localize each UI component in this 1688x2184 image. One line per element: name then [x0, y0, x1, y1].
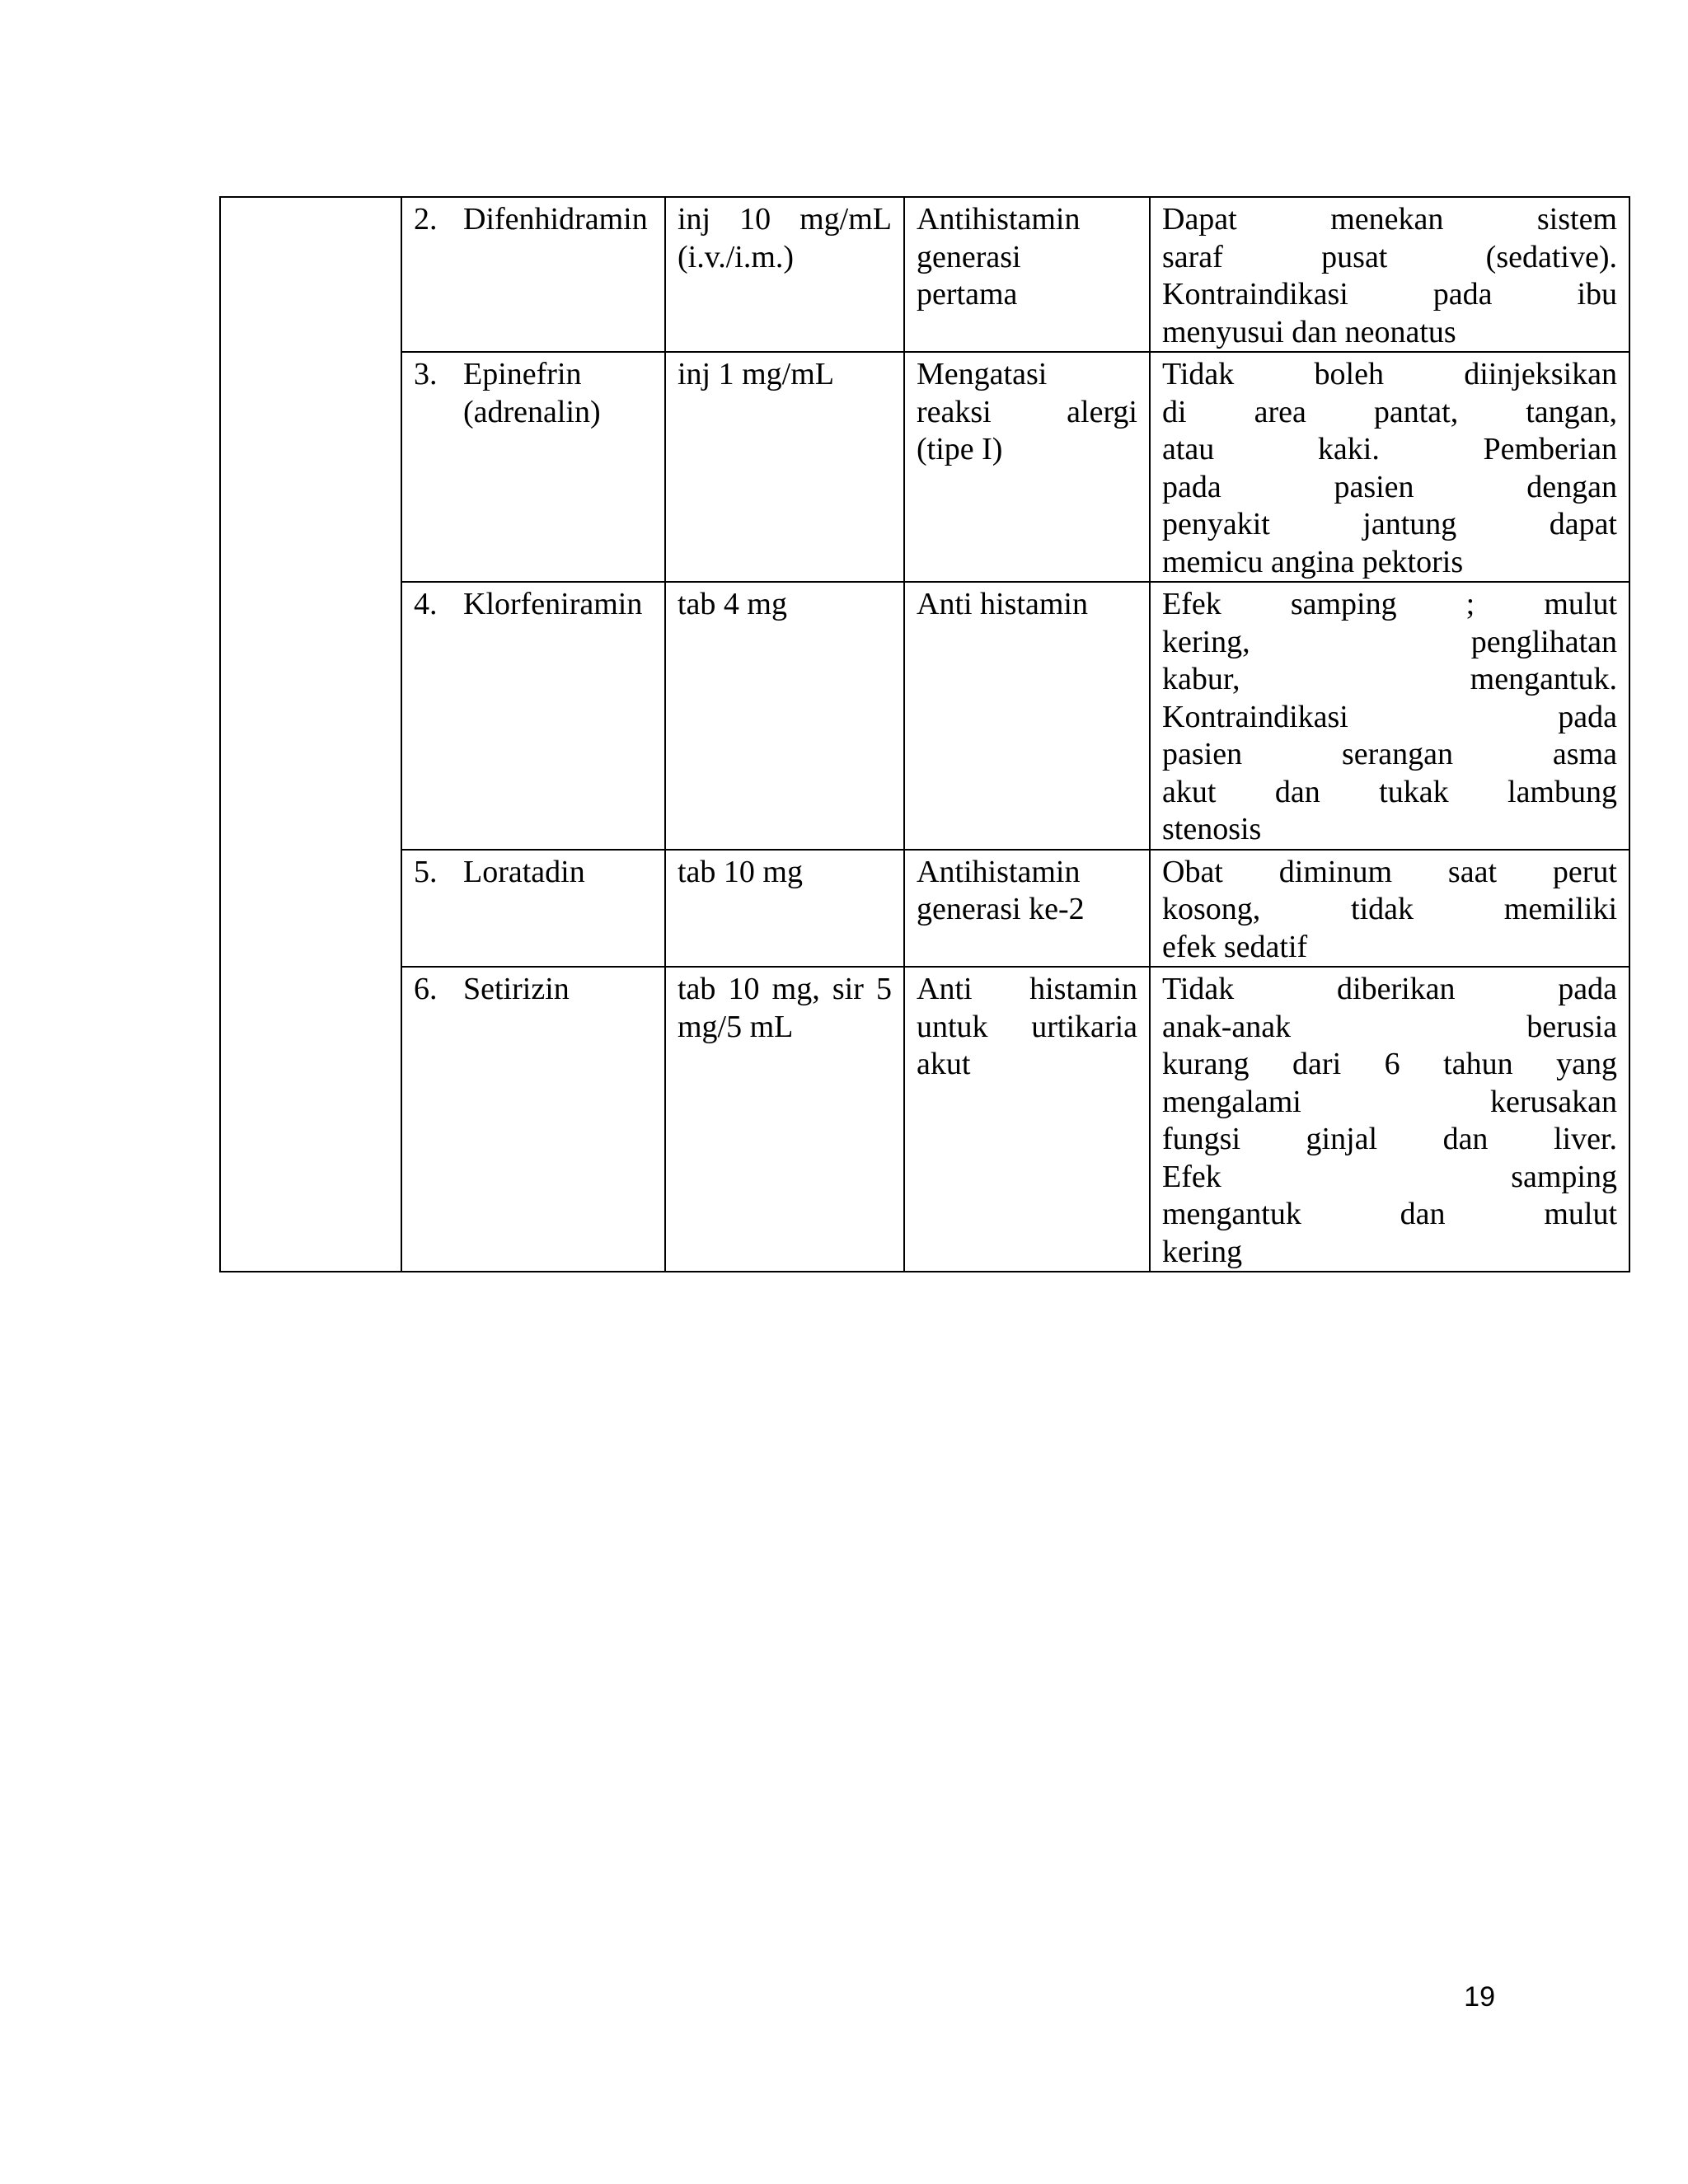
table-row [220, 197, 1629, 352]
row-number: 4. [414, 587, 438, 621]
drug-table-body [220, 197, 1629, 1272]
cell-line: pertama [917, 277, 1018, 312]
cell-line: Obat diminum saat perut [1162, 854, 1617, 889]
drug-class-cell [904, 197, 1150, 352]
dosage-cell [665, 967, 904, 1272]
cell-line: kurang dari 6 tahun yang [1162, 1047, 1617, 1081]
drug-name [463, 201, 648, 239]
cell-line: pasien serangan asma [1162, 737, 1617, 771]
cell-line: Dapat menekan sistem [1162, 202, 1617, 237]
cell-line: pada pasien dengan [1162, 469, 1617, 504]
drug-name-wrap [414, 971, 653, 1009]
dosage-cell [665, 352, 904, 582]
row-number: 3. [414, 357, 438, 391]
cell-line: Efek samping [1162, 1159, 1617, 1194]
cell-line: tab 10 mg [678, 854, 803, 889]
empty-category-cell [220, 197, 401, 1272]
cell-line: penyakit jantung dapat [1162, 507, 1617, 541]
cell-line: mengantuk dan mulut [1162, 1197, 1617, 1231]
cell-line: untuk urtikaria [917, 1009, 1137, 1044]
cell-line: efek sedatif [1162, 929, 1308, 964]
drug-class-cell [904, 352, 1150, 582]
cell-line: Epinefrin [463, 357, 582, 391]
drug-name-wrap [414, 586, 653, 624]
cell-line: Anti histamin [917, 587, 1088, 621]
drug-name [463, 586, 642, 624]
dosage-cell [665, 850, 904, 968]
table-row [220, 967, 1629, 1272]
drug-name-wrap [414, 356, 653, 431]
cell-line: Efek samping ; mulut [1162, 587, 1617, 621]
cell-line: inj 10 mg/mL [678, 202, 892, 237]
cell-line: anak-anak berusia [1162, 1009, 1617, 1044]
notes-cell [1150, 197, 1629, 352]
cell-line: (adrenalin) [463, 394, 601, 429]
cell-line: kosong, tidak memiliki [1162, 892, 1617, 926]
page-number: 19 [1464, 1981, 1495, 2013]
drug-name-cell [401, 352, 665, 582]
cell-line: mengalami kerusakan [1162, 1084, 1617, 1119]
drug-name-wrap [414, 201, 653, 239]
drug-class-cell [904, 967, 1150, 1272]
cell-line: Loratadin [463, 854, 585, 889]
drug-name-cell [401, 967, 665, 1272]
drug-table [219, 196, 1630, 1272]
drug-class-cell [904, 582, 1150, 850]
cell-line: (i.v./i.m.) [678, 239, 795, 274]
drug-name [463, 854, 585, 892]
cell-line: memicu angina pektoris [1162, 544, 1464, 579]
drug-name-cell [401, 582, 665, 850]
cell-line: (tipe I) [917, 432, 1003, 466]
cell-line: Mengatasi [917, 357, 1048, 391]
cell-line: kabur, mengantuk. [1162, 662, 1617, 696]
dosage-cell [665, 197, 904, 352]
cell-line: kering [1162, 1234, 1243, 1269]
row-number: 5. [414, 854, 438, 889]
cell-line: Kontraindikasi pada [1162, 699, 1617, 734]
cell-line: Antihistamin [917, 202, 1081, 237]
cell-line: Antihistamin [917, 854, 1081, 889]
cell-line: stenosis [1162, 812, 1262, 846]
cell-line: akut dan tukak lambung [1162, 774, 1617, 809]
notes-cell [1150, 582, 1629, 850]
cell-line: atau kaki. Pemberian [1162, 432, 1617, 466]
cell-line: inj 1 mg/mL [678, 357, 834, 391]
notes-cell [1150, 352, 1629, 582]
row-number: 6. [414, 972, 438, 1006]
notes-cell [1150, 850, 1629, 968]
cell-line: Setirizin [463, 972, 570, 1006]
cell-line: Kontraindikasi pada ibu [1162, 277, 1617, 312]
table-row [220, 352, 1629, 582]
cell-line: akut [917, 1047, 971, 1081]
cell-line: tab 10 mg, sir 5 [678, 972, 892, 1006]
cell-line: Tidak diberikan pada [1162, 972, 1617, 1006]
notes-cell [1150, 967, 1629, 1272]
drug-name-cell [401, 197, 665, 352]
dosage-cell [665, 582, 904, 850]
cell-line: Klorfeniramin [463, 587, 643, 621]
table-row [220, 850, 1629, 968]
cell-line: generasi ke-2 [917, 892, 1085, 926]
cell-line: mg/5 mL [678, 1009, 794, 1044]
cell-line: tab 4 mg [678, 587, 787, 621]
cell-line: saraf pusat (sedative). [1162, 239, 1617, 274]
cell-line: generasi [917, 239, 1021, 274]
cell-line: menyusui dan neonatus [1162, 314, 1456, 349]
cell-line: Difenhidramin [463, 202, 648, 237]
cell-line: di area pantat, tangan, [1162, 394, 1617, 429]
drug-name [463, 971, 570, 1009]
cell-line: reaksi alergi [917, 394, 1137, 429]
drug-class-cell [904, 850, 1150, 968]
table-row [220, 582, 1629, 850]
cell-line: Anti histamin [917, 972, 1137, 1006]
cell-line: kering, penglihatan [1162, 624, 1617, 659]
drug-name-wrap [414, 854, 653, 892]
row-number: 2. [414, 202, 438, 237]
drug-name [463, 356, 601, 431]
drug-name-cell [401, 850, 665, 968]
cell-line: Tidak boleh diinjeksikan [1162, 357, 1617, 391]
cell-line: fungsi ginjal dan liver. [1162, 1122, 1617, 1156]
